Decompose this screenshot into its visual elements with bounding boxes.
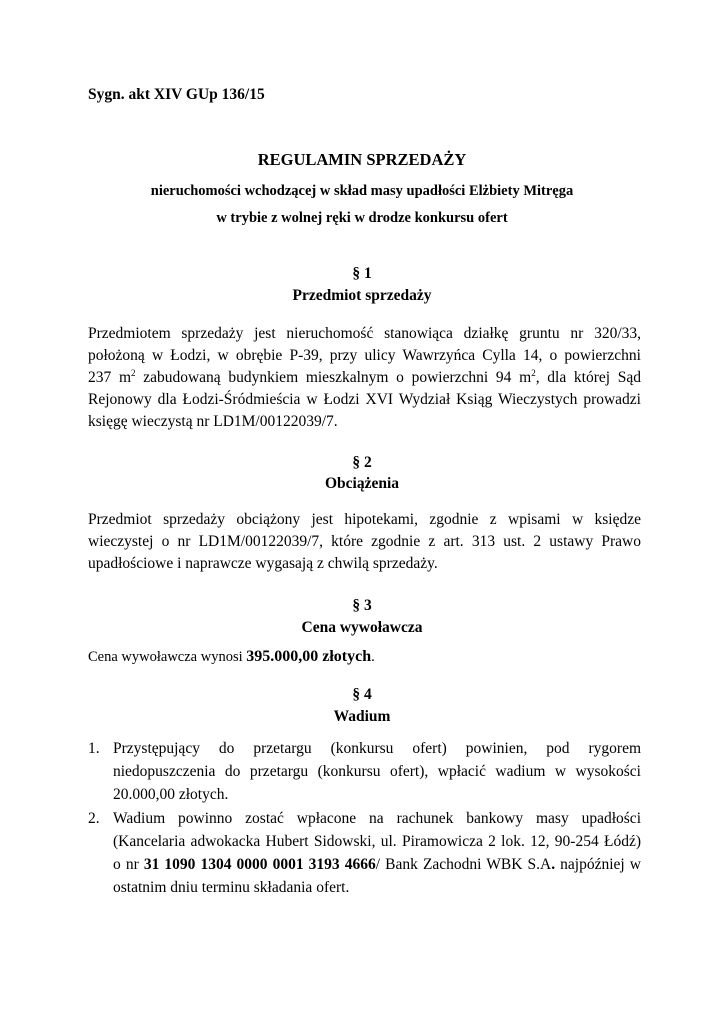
paragraph-line <box>88 367 641 389</box>
list-item-text <box>113 737 641 806</box>
list-line: (Kancelaria adwokacka Hubert Sidowski, ul. Piramowicza 2 lok. 12, 90-254 Łódź) <box>113 833 641 850</box>
section-1-number: § 1 <box>352 265 372 282</box>
paragraph-line: wieczystej o nr LD1M/00122039/7, które zgodnie z art. 313 ust. 2 ustawy Prawo <box>88 533 641 550</box>
list-item-text <box>113 807 641 899</box>
paragraph-line: Przedmiot sprzedaży obciążony jest hipotekami, zgodnie z wpisami w księdze <box>88 511 641 528</box>
paragraph-line: upadłościowe i naprawcze wygasają z chwilą sprzedaży. <box>88 555 438 572</box>
text-run: . <box>551 856 556 873</box>
text-run: najpóźniej w <box>555 856 641 873</box>
list-item-number: 1. <box>88 740 100 757</box>
list-line: 20.000,00 złotych. <box>113 786 229 803</box>
document-title: REGULAMIN SPRZEDAŻY <box>257 150 467 169</box>
price-value: 395.000,00 złotych <box>246 648 372 665</box>
superscript: 2 <box>531 368 536 378</box>
bank-account-number: 31 1090 1304 0000 0001 3193 4666 <box>143 856 376 873</box>
text-run: / Bank Zachodni WBK S.A <box>375 856 552 873</box>
document-subtitle-1: nieruchomości wchodzącej w skład masy upadłości Elżbiety Mitręga <box>150 183 574 199</box>
price-suffix: . <box>371 649 375 665</box>
section-4-number: § 4 <box>352 686 372 703</box>
list-line <box>113 853 641 876</box>
text-run: o nr <box>113 856 144 873</box>
list-item <box>88 737 641 809</box>
list-item <box>88 807 641 903</box>
section-2-number: § 2 <box>352 454 372 471</box>
section-1-paragraph <box>88 323 641 433</box>
section-3-title: Cena wywoławcza <box>301 619 423 636</box>
list-line: Wadium powinno zostać wpłacone na rachunek bankowy masy upadłości <box>113 810 641 827</box>
price-prefix: Cena wywoławcza wynosi <box>88 649 247 665</box>
paragraph-line: księgę wieczystą nr LD1M/00122039/7. <box>88 413 338 430</box>
price-statement <box>88 648 375 666</box>
list-line: niedopuszczenia do przetargu (konkursu ofert), wpłacić wadium w wysokości <box>113 763 641 780</box>
document-subtitle-2: w trybie z wolnej ręki w drodze konkursu ofert <box>216 210 508 226</box>
section-2-title: Obciążenia <box>324 475 400 492</box>
paragraph-line: Rejonowy dla Łodzi-Śródmieścia w Łodzi XVI Wydział Ksiąg Wieczystych prowadzi <box>88 391 641 408</box>
section-1-title: Przedmiot sprzedaży <box>292 287 432 304</box>
text-run: zabudowaną budynkiem mieszkalnym o powierzchni 94 m <box>135 369 532 386</box>
paragraph-line: położoną w Łodzi, w obrębie P-39, przy ulicy Wawrzyńca Cylla 14, o powierzchni <box>88 347 641 364</box>
text-run: 237 m <box>88 369 132 386</box>
section-3-number: § 3 <box>352 597 372 614</box>
case-signature: Sygn. akt XIV GUp 136/15 <box>88 86 265 103</box>
superscript: 2 <box>131 368 136 378</box>
text-run: , dla której Sąd <box>535 369 642 386</box>
list-line: Przystępujący do przetargu (konkursu ofert) powinien, pod rygorem <box>113 740 641 757</box>
section-4-title: Wadium <box>333 708 391 725</box>
list-item-number: 2. <box>88 810 100 827</box>
paragraph-line: Przedmiotem sprzedaży jest nieruchomość stanowiąca działkę gruntu nr 320/33, <box>88 325 641 342</box>
list-line: ostatnim dniu terminu składania ofert. <box>113 879 350 896</box>
section-2-paragraph <box>88 509 641 575</box>
